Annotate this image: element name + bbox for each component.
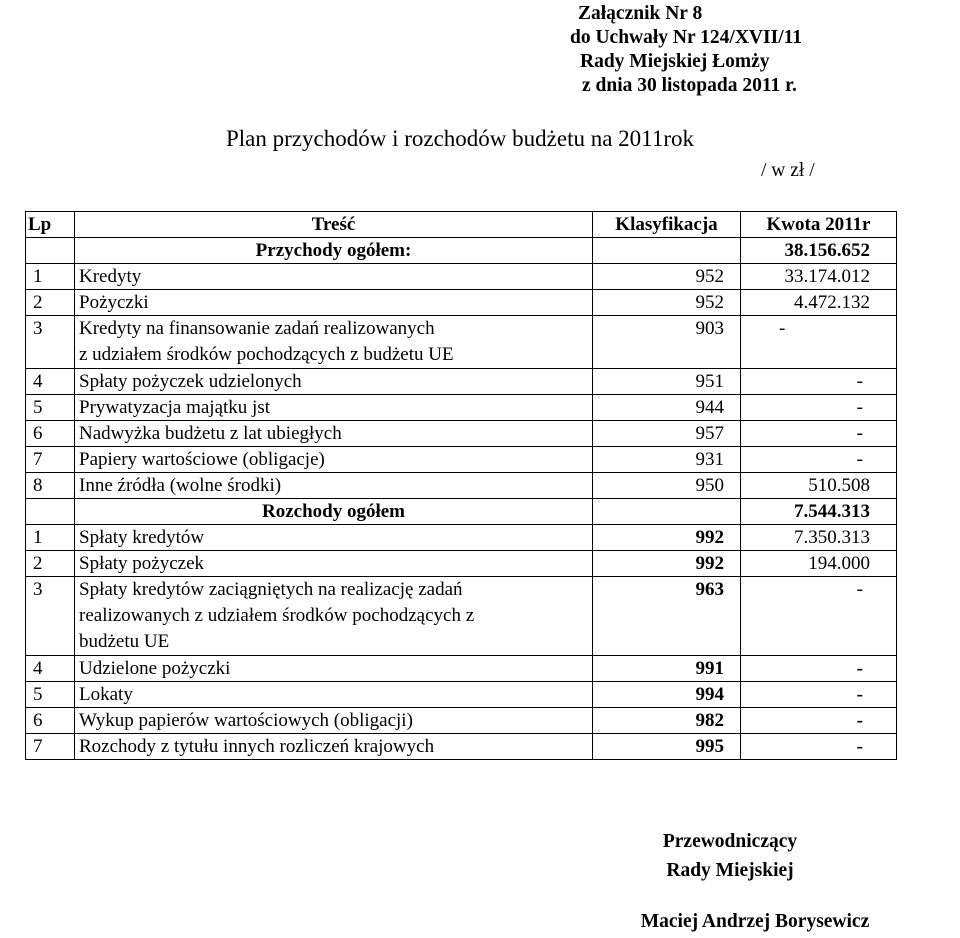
table-row: 7 Rozchody z tytułu innych rozliczeń krajowych 995 -: [26, 734, 897, 760]
table-row: 4 Udzielone pożyczki 991 -: [26, 656, 897, 682]
table-row: 3 Kredyty na finansowanie zadań realizowanych z udziałem środków pochodzących z budżetu UE 903 -: [26, 316, 897, 369]
table-row: 6 Nadwyżka budżetu z lat ubiegłych 957 -: [26, 421, 897, 447]
table-row: 3 Spłaty kredytów zaciągniętych na realizację zadań realizowanych z udziałem środków pochodzących z budżetu UE 963 -: [26, 577, 897, 656]
currency-unit: / w zł /: [761, 160, 815, 181]
rozchody-total-amount: 7.544.313: [741, 499, 897, 525]
przychody-total-row: [26, 238, 897, 264]
rozchody-total-label: Rozchody ogółem: [75, 499, 593, 525]
page-title: Plan przychodów i rozchodów budżetu na 2011rok: [226, 126, 694, 151]
attachment-header: [560, 2, 860, 98]
budget-table: [25, 211, 897, 760]
table-row: 2 Spłaty pożyczek 992 194.000: [26, 551, 897, 577]
table-row: 5 Prywatyzacja majątku jst 944 -: [26, 395, 897, 421]
header-lp: Lp: [26, 212, 75, 238]
table-row: 2 Pożyczki 952 4.472.132: [26, 290, 897, 316]
signature-title: Przewodniczący: [662, 831, 798, 852]
resolution-date: z dnia 30 listopada 2011 r.: [582, 75, 797, 96]
table-row: 4 Spłaty pożyczek udzielonych 951 -: [26, 369, 897, 395]
table-row: 8 Inne źródła (wolne środki) 950 510.508: [26, 473, 897, 499]
table-row: 1 Kredyty 952 33.174.012: [26, 264, 897, 290]
header-kwota: Kwota 2011r: [741, 212, 897, 238]
table-row: 6 Wykup papierów wartościowych (obligacji) 982 -: [26, 708, 897, 734]
table-row: 5 Lokaty 994 -: [26, 682, 897, 708]
przychody-total-label: Przychody ogółem:: [75, 238, 593, 264]
header-klasyfikacja: Klasyfikacja: [593, 212, 741, 238]
resolution-number: do Uchwały Nr 124/XVII/11: [570, 27, 803, 48]
przychody-total-amount: 38.156.652: [741, 238, 897, 264]
attachment-number: Załącznik Nr 8: [578, 3, 703, 24]
council-name: Rady Miejskiej Łomży: [580, 51, 770, 72]
table-header-row: [26, 212, 897, 238]
header-tresc: Treść: [75, 212, 593, 238]
signature-council: Rady Miejskiej: [666, 860, 794, 881]
table-row: 1 Spłaty kredytów 992 7.350.313: [26, 525, 897, 551]
rozchody-total-row: [26, 499, 897, 525]
table-row: 7 Papiery wartościowe (obligacje) 931 -: [26, 447, 897, 473]
signature-name: Maciej Andrzej Borysewicz: [640, 911, 870, 932]
